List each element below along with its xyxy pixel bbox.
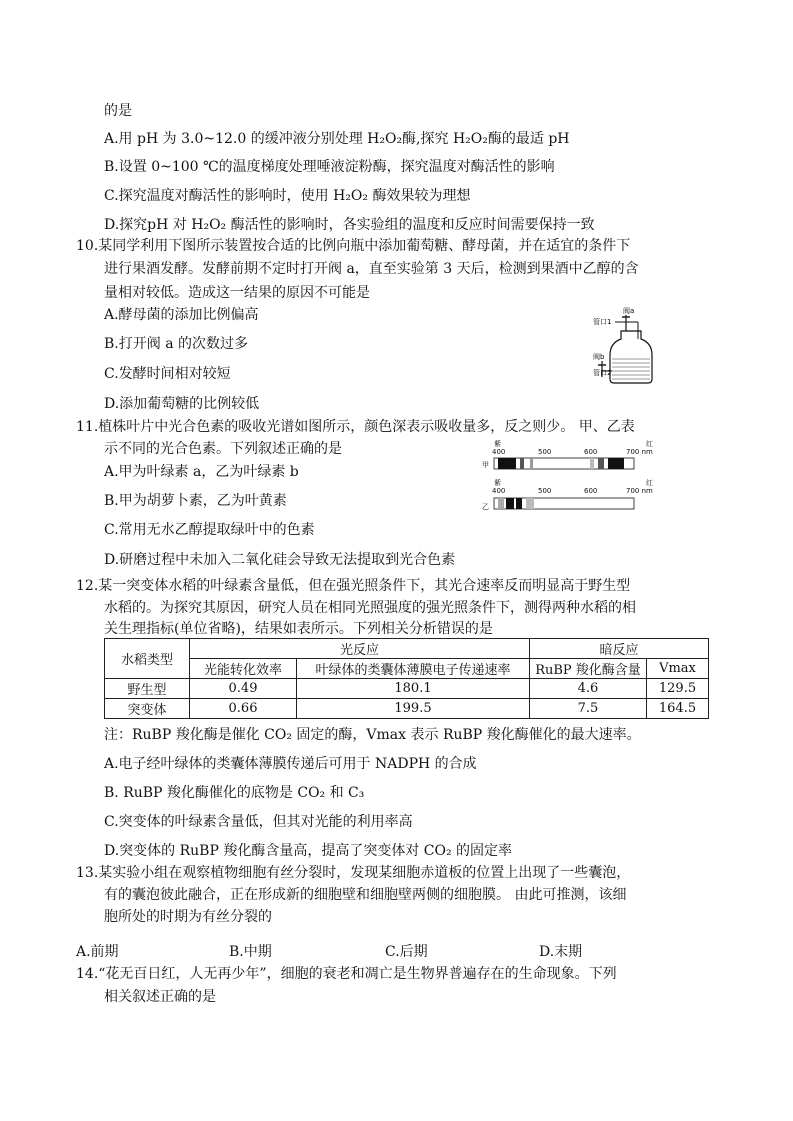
spectrum-red-label-top: 红 (646, 440, 653, 448)
spectrum-violet-label-top: 紫 (494, 440, 501, 448)
q13-line-2: 有的囊泡彼此融合，正在形成新的细胞壁和细胞壁两侧的细胞膜。 由此可推测，该细 (104, 887, 627, 903)
table-cell: 0.66 (190, 699, 297, 719)
q11-line-1: 11.植株叶片中光合色素的吸收光谱如图所示，颜色深表示吸收量多，反之则少。 甲、乙表 (76, 419, 635, 435)
valve-b-label: 阀b (593, 353, 605, 361)
q10-option-a: A.酵母菌的添加比例偏高 (104, 307, 259, 323)
header-light-reaction: 光反应 (190, 639, 530, 659)
table-row (105, 679, 709, 699)
q9-option-c: C.探究温度对酶活性的影响时，使用 H₂O₂ 酶效果较为理想 (104, 188, 471, 204)
q11-option-a: A.甲为叶绿素 a，乙为叶绿素 b (104, 464, 299, 480)
q9-option-b: B.设置 0~100 ℃的温度梯度处理唾液淀粉酶，探究温度对酶活性的影响 (104, 159, 555, 175)
q10-line-1: 10.某同学利用下图所示装置按合适的比例向瓶中添加葡萄糖、酵母菌，并在适宜的条件下 (76, 238, 631, 254)
tick-700-top: 700 nm (626, 448, 653, 456)
q13-option-d: D.末期 (539, 944, 583, 960)
label-jia: 甲 (482, 461, 489, 469)
spectrum-red-label-bottom: 红 (646, 479, 653, 487)
q12-line-3: 关生理指标(单位省略)，结果如表所示。下列相关分析错误的是 (104, 621, 493, 637)
header-rice-type: 水稻类型 (105, 639, 190, 679)
header-dark-reaction: 暗反应 (530, 639, 709, 659)
q11-option-d: D.研磨过程中未加入二氧化硅会导致无法提取到光合色素 (104, 552, 456, 568)
tick-600-bottom: 600 (584, 487, 598, 495)
q13-option-c: C.后期 (385, 944, 428, 960)
q10-option-c: C.发酵时间相对较短 (104, 366, 231, 382)
q14-line-1: 14.“花无百日红，人无再少年”，细胞的衰老和凋亡是生物界普遍存在的生命现象。下列 (76, 966, 617, 982)
valve-a-label: 阀a (623, 307, 635, 315)
q13-option-b: B.中期 (229, 944, 272, 960)
q13-option-a: A.前期 (76, 944, 119, 960)
tick-600-top: 600 (584, 448, 598, 456)
q12-option-d: D.突变体的 RuBP 羧化酶含量高，提高了突变体对 CO₂ 的固定率 (104, 843, 513, 859)
tick-400-top: 400 (492, 448, 506, 456)
table-cell: 7.5 (530, 699, 647, 719)
header-rubp-content: RuBP 羧化酶含量 (530, 659, 647, 679)
q12-option-b: B. RuBP 羧化酶催化的底物是 CO₂ 和 C₃ (104, 785, 365, 801)
pipe-2-label: 管口2 (593, 369, 612, 377)
q11-option-c: C.常用无水乙醇提取绿叶中的色素 (104, 522, 315, 538)
q9-stem-end: 的是 (104, 103, 132, 119)
table-cell: 164.5 (647, 699, 709, 719)
q12-line-1: 12.某一突变体水稻的叶绿素含量低，但在强光照条件下，其光合速率反而明显高于野生型 (76, 578, 631, 594)
tick-700-bottom: 700 nm (626, 487, 653, 495)
q14-line-2: 相关叙述正确的是 (104, 989, 216, 1005)
rice-data-table (104, 638, 709, 719)
tick-500-top: 500 (538, 448, 552, 456)
table-cell: 4.6 (530, 679, 647, 699)
q10-option-b: B.打开阀 a 的次数过多 (104, 336, 248, 352)
table-cell: 199.5 (297, 699, 530, 719)
q9-option-a: A.用 pH 为 3.0~12.0 的缓冲液分别处理 H₂O₂酶,探究 H₂O₂酶的最适 pH (104, 131, 570, 147)
q12-option-a: A.电子经叶绿体的类囊体薄膜传递后可用于 NADPH 的合成 (104, 756, 477, 772)
header-vmax: Vmax (647, 659, 709, 679)
pipe-1-label: 管口1 (593, 318, 612, 326)
table-row (105, 699, 709, 719)
header-electron-transfer: 叶绿体的类囊体薄膜电子传递速率 (297, 659, 530, 679)
q13-line-3: 胞所处的时期为有丝分裂的 (104, 909, 272, 925)
q10-line-3: 量相对较低。造成这一结果的原因不可能是 (104, 285, 370, 301)
spectrum-violet-label-bottom: 紫 (494, 479, 501, 487)
row-name: 野生型 (105, 679, 190, 699)
header-light-efficiency: 光能转化效率 (190, 659, 297, 679)
tick-500-bottom: 500 (538, 487, 552, 495)
q13-line-1: 13.某实验小组在观察植物细胞有丝分裂时，发现某细胞赤道板的位置上出现了一些囊泡， (76, 865, 631, 881)
q12-line-2: 水稻的。为探究其原因，研究人员在相同光照强度的强光照条件下，测得两种水稻的相 (104, 600, 636, 616)
q11-line-2: 示不同的光合色素。下列叙述正确的是 (104, 441, 342, 457)
row-name: 突变体 (105, 699, 190, 719)
table-cell: 129.5 (647, 679, 709, 699)
q11-option-b: B.甲为胡萝卜素，乙为叶黄素 (104, 493, 287, 509)
table-cell: 0.49 (190, 679, 297, 699)
q9-option-d: D.探究pH 对 H₂O₂ 酶活性的影响时，各实验组的温度和反应时间需要保持一致 (104, 217, 595, 233)
q10-option-d: D.添加葡萄糖的比例较低 (104, 396, 260, 412)
label-yi: 乙 (482, 503, 489, 511)
table-cell: 180.1 (297, 679, 530, 699)
fermentation-bottle-figure (590, 303, 670, 385)
q10-line-2: 进行果酒发酵。发酵前期不定时打开阀 a，直至实验第 3 天后，检测到果酒中乙醇的含 (104, 261, 639, 277)
q12-table-note: 注：RuBP 羧化酶是催化 CO₂ 固定的酶，Vmax 表示 RuBP 羧化酶催化的最大速率。 (104, 727, 641, 743)
q12-option-c: C.突变体的叶绿素含量低，但其对光能的利用率高 (104, 814, 413, 830)
absorption-spectrum-figure (480, 438, 690, 518)
tick-400-bottom: 400 (492, 487, 506, 495)
